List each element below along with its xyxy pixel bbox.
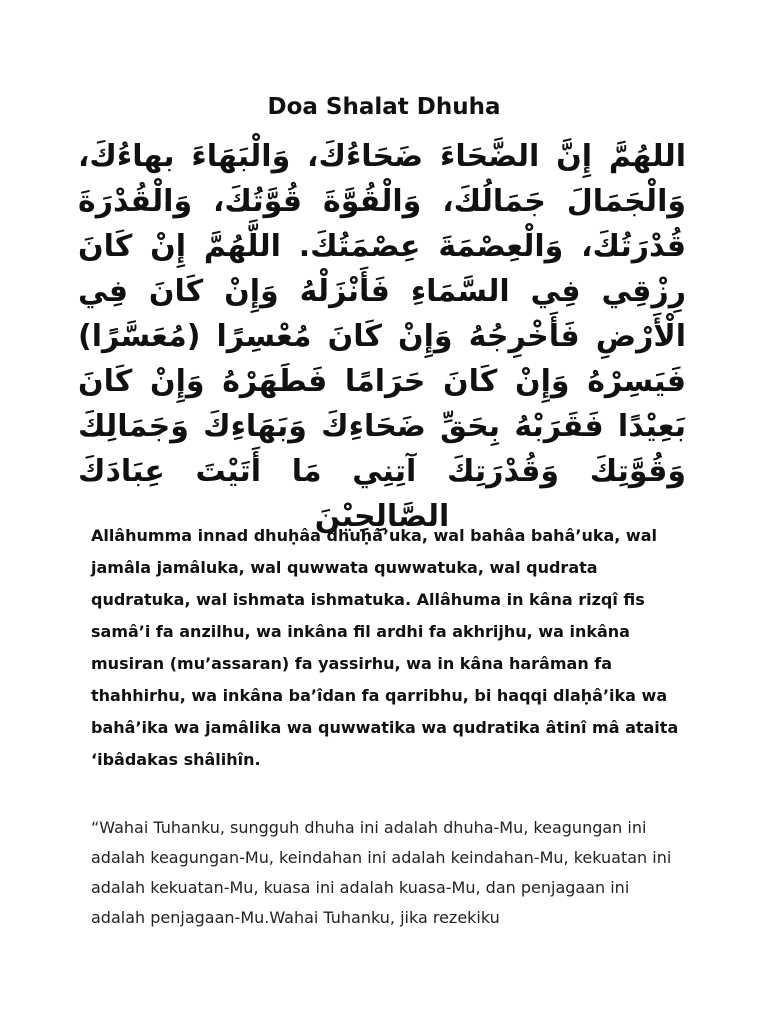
document-title: Doa Shalat Dhuha [267,94,501,120]
arabic-prayer-text: اللهُمَّ إِنَّ الضَّحَاءَ ضَحَاءُكَ، وَالْبَهَاءَ بهاءُكَ، وَالْجَمَالَ جَمَالُكَ، وَالْقُوَّةَ قُوَّتُكَ، وَالْقُدْرَةَ قُدْرَتُكَ، وَالْعِصْمَةَ عِصْمَتُكَ. اللَّهُمَّ إِنْ كَانَ رِزْقِي فِي السَّمَاءِ فَأَنْزَلْهُ وَإِنْ كَانَ فِي الْأَرْضِ فَأَخْرِجُهُ وَإِنْ كَانَ مُعْسِرًا (مُعَسَّرًا) فَيَسِرْهُ وَإِنْ كَانَ حَرَامًا فَطَهَرْهُ وَإِنْ كَانَ بَعِيْدًا فَقَرَبْهُ بِحَقِّ ضَحَاءِكَ وَبَهَاءِكَ وَجَمَالِكَ وَقُوَّتِكَ وَقُدْرَتِكَ آتِنِي مَا أَتَيْتَ عِبَادَكَ الصَّالِحِيْنَ [78,139,686,534]
translation-paragraph: “Wahai Tuhanku, sungguh dhuha ini adalah dhuha-Mu, keagungan ini adalah keagungan-Mu, keindahan ini adalah keindahan-Mu, kekuatan ini adalah kekuatan-Mu, kuasa ini adalah kuasa-Mu, dan penjagaan ini adalah penjagaan-Mu.Wahai Tuhanku, jika rezekiku [91,818,672,927]
transliteration-paragraph: Allâhumma innad dhuḥâa dhuḥâ’uka, wal bahâa bahâ’uka, wal jamâla jamâluka, wal quwwata quwwatuka, wal qudrata qudratuka, wal ishmata ishmatuka. Allâhuma in kâna rizqî fis samâ’i fa anzilhu, wa inkâna fil ardhi fa akhrijhu, wa inkâna musiran (mu’assaran) fa yassirhu, wa in kâna harâman fa thahhirhu, wa inkâna ba’îdan fa qarribhu, bi haqqi dlaḥâ’ika wa bahâ’ika wa jamâlika wa quwwatika wa qudratika âtinî mâ ataita ‘ibâdakas shâlihîn. [91,526,679,769]
